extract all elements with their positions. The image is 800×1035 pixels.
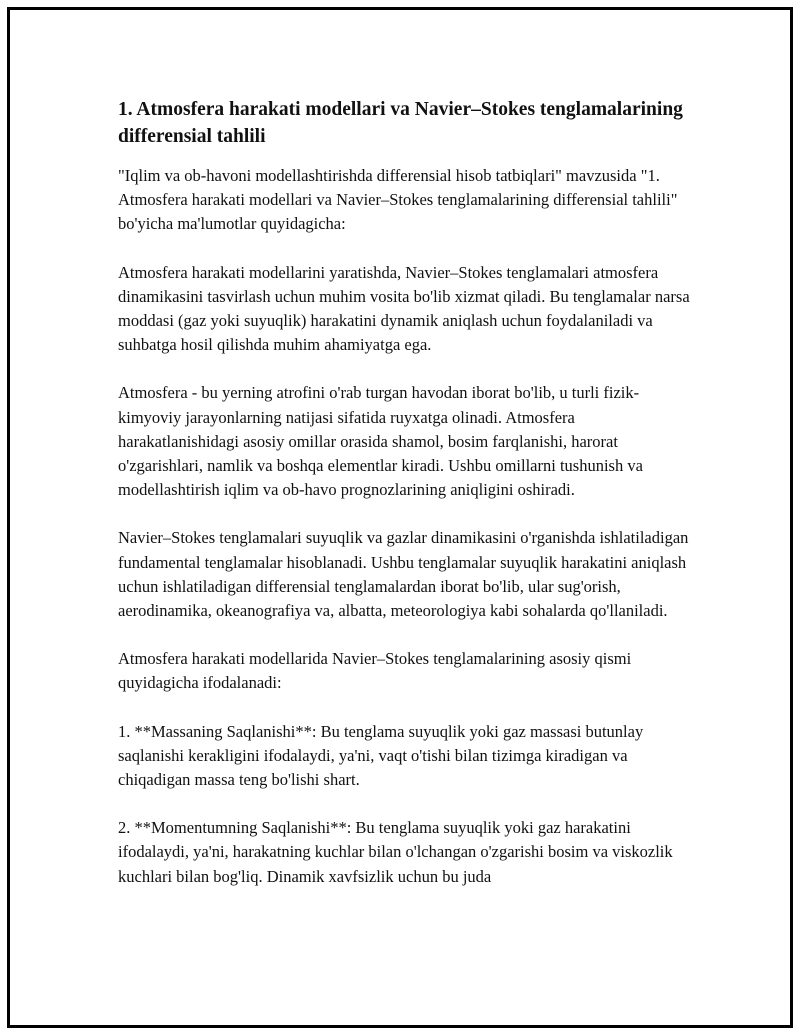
paragraph-atmosphere: Atmosfera - bu yerning atrofini o'rab turgan havodan iborat bo'lib, u turli fizik-kimyoviy jarayonlarning natijasi sifatida ruyxatga olinadi. Atmosfera harakatlanishidagi asosiy omillar orasida shamol, bosim farqlanishi, harorat o'zgarishlari, namlik va boshqa elementlar kiradi. Ushbu omillarni tushunish va modellashtirish iqlim va ob-havo prognozlarining aniqligini oshiradi.	[118, 383, 643, 500]
page-frame	[7, 7, 793, 1028]
list-item-mass-conservation: 1. **Massaning Saqlanishi**: Bu tenglama suyuqlik yoki gaz massasi butunlay saqlanishi kerakligini ifodalaydi, ya'ni, vaqt o'tishi bilan tizimga kiradigan va chiqadigan massa teng bo'lishi shart.	[118, 721, 644, 790]
paragraph-models: Atmosfera harakati modellarini yaratishda, Navier–Stokes tenglamalari atmosfera dinamikasini tasvirlash uchun muhim vosita bo'lib xizmat qiladi. Bu tenglamalar narsa moddasi (gaz yoki suyuqlik) harakatini dynamik aniqlash uchun foydalaniladi va suhbatga hosil qilishda muhim ahamiyatga ega.	[118, 262, 690, 355]
document-title: 1. Atmosfera harakati modellari va Navier–Stokes tenglamalarining differensial tahlili	[118, 99, 683, 147]
paragraph-navier-stokes: Navier–Stokes tenglamalari suyuqlik va gazlar dinamikasini o'rganishda ishlatiladigan fundamental tenglamalar hisoblanadi. Ushbu tenglamalar suyuqlik harakatini aniqlash uchun ishlatiladigan differensial tenglamalardan iborat bo'lib, ular sug'orish, aerodinamika, okeanografiya va, albatta, meteorologiya kabi sohalarda qo'llaniladi.	[118, 528, 689, 621]
paragraph-main-parts: Atmosfera harakati modellarida Navier–Stokes tenglamalarining asosiy qismi quyidagicha ifodalanadi:	[118, 649, 632, 693]
document-body	[118, 96, 698, 913]
intro-paragraph: "Iqlim va ob-havoni modellashtirishda differensial hisob tatbiqlari" mavzusida "1. Atmosfera harakati modellari va Navier–Stokes tenglamalarining differensial tahlili" bo'yicha ma'lumotlar quyidagicha:	[118, 166, 678, 234]
list-item-momentum-conservation: 2. **Momentumning Saqlanishi**: Bu tenglama suyuqlik yoki gaz harakatini ifodalaydi, ya'ni, harakatning kuchlar bilan o'lchangan o'zgarishi bosim va viskozlik kuchlari bilan bog'liq. Dinamik xavfsizlik uchun bu juda	[118, 818, 673, 886]
